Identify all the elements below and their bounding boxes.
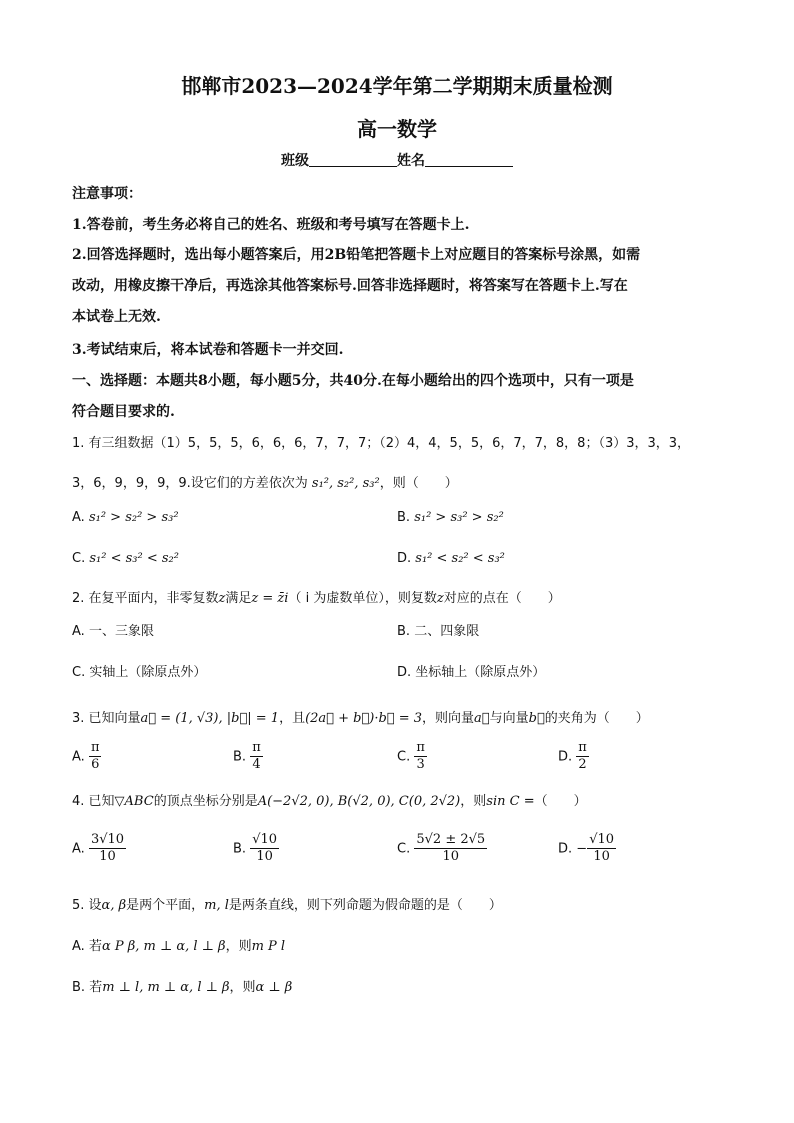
q4-option-c[interactable]: C. $\frac{5√2 \pm 2√5}{10}$ <box>397 832 486 865</box>
note-2-line-2: 改动，用橡皮擦干净后，再选涂其他答案标号.回答非选择题时，将答案写在答题卡上.写在 <box>72 278 628 294</box>
note-1: 1.答卷前，考生务必将自己的姓名、班级和考号填写在答题卡上. <box>72 217 470 233</box>
q4-option-d[interactable]: D. − $\frac{√10}{10}$ <box>558 832 615 865</box>
notes-heading: 注意事项： <box>72 186 142 202</box>
q4-option-b[interactable]: B. $\frac{√10}{10}$ <box>233 832 278 865</box>
q1-line-2 <box>72 472 458 491</box>
q1-option-a[interactable]: A. s₁² > s₂² > s₃² <box>72 510 179 525</box>
q2-line-1: 2. 在复平面内，非零复数z满足z = z̄i（ i 为虚数单位），则复数z对应的点在（ ） <box>72 591 561 606</box>
q1-line-1: 1. 有三组数据（1）5，5，5，6，6，6，7，7，7；（2）4，4，5，5，6，7，7，8，8；（3）3，3，3， <box>72 436 691 451</box>
q3-option-b[interactable]: B. $\frac{\pi}{4}$ <box>233 740 261 773</box>
q1-text-a: 3，6，9，9，9，9.设它们的方差依次为 <box>72 476 312 491</box>
q5-line-1: 5. 设α, β是两个平面，m, l是两条直线，则下列命题为假命题的是（ ） <box>72 898 502 913</box>
q2-option-d[interactable]: D. 坐标轴上（除原点外） <box>397 665 546 680</box>
note-3: 3.考试结束后，将本试卷和答题卡一并交回. <box>72 342 344 358</box>
q1-option-b[interactable]: B. s₁² > s₃² > s₂² <box>397 510 504 525</box>
note-2-line-1: 2.回答选择题时，选出每小题答案后，用2B铅笔把答题卡上对应题目的答案标号涂黑，如需 <box>72 247 641 263</box>
q3-line-1: 3. 已知向量a⃗ = (1, √3), |b⃗| = 1，且(2a⃗ + b⃗)·b⃗ = 3，则向量a⃗与向量b⃗的夹角为（ ） <box>72 711 649 726</box>
section-1-line-2: 符合题目要求的. <box>72 404 175 420</box>
exam-title: 邯郸市2023—2024学年第二学期期末质量检测 <box>181 74 613 98</box>
q2-equation: z = z̄i <box>251 591 289 606</box>
note-2-line-3: 本试卷上无效. <box>72 309 161 325</box>
class-name-line <box>0 150 794 170</box>
exam-subtitle: 高一数学 <box>357 117 437 141</box>
q1-text-c: ，则（ ） <box>379 476 458 491</box>
section-1-line-1: 一、选择题：本题共8小题，每小题5分，共40分.在每小题给出的四个选项中，只有一项是 <box>72 373 634 389</box>
q5-option-a[interactable]: A. 若α P β, m ⊥ α, l ⊥ β，则m P l <box>72 939 286 954</box>
q1-option-d[interactable]: D. s₁² < s₂² < s₃² <box>397 551 505 566</box>
q5-option-b[interactable]: B. 若m ⊥ l, m ⊥ α, l ⊥ β，则α ⊥ β <box>72 980 293 995</box>
class-label: 班级 <box>281 153 309 169</box>
q3-vectors: a⃗ = (1, √3), |b⃗| = 1 <box>140 711 280 726</box>
class-blank <box>309 152 397 167</box>
q3-condition: (2a⃗ + b⃗)·b⃗ = 3 <box>305 711 423 726</box>
name-label: 姓名 <box>397 153 425 169</box>
q4-option-a[interactable]: A. $\frac{3√10}{10}$ <box>72 832 125 865</box>
q4-coordinates: A(−2√2, 0), B(√2, 0), C(0, 2√2) <box>257 794 461 809</box>
q4-line-1: 4. 已知▽ABC的顶点坐标分别是A(−2√2, 0), B(√2, 0), C(0, 2√2)，则sin C =（ ） <box>72 794 587 809</box>
q2-option-a[interactable]: A. 一、三象限 <box>72 624 154 639</box>
q3-option-c[interactable]: C. $\frac{\pi}{3}$ <box>397 740 425 773</box>
q2-option-c[interactable]: C. 实轴上（除原点外） <box>72 665 207 680</box>
q1-variances: s₁², s₂², s₃² <box>311 476 380 491</box>
q3-option-a[interactable]: A. $\frac{\pi}{6}$ <box>72 740 100 773</box>
q3-option-d[interactable]: D. $\frac{\pi}{2}$ <box>558 740 587 773</box>
q1-option-c[interactable]: C. s₁² < s₃² < s₂² <box>72 551 179 566</box>
q2-option-b[interactable]: B. 二、四象限 <box>397 624 480 639</box>
name-blank <box>425 152 513 167</box>
